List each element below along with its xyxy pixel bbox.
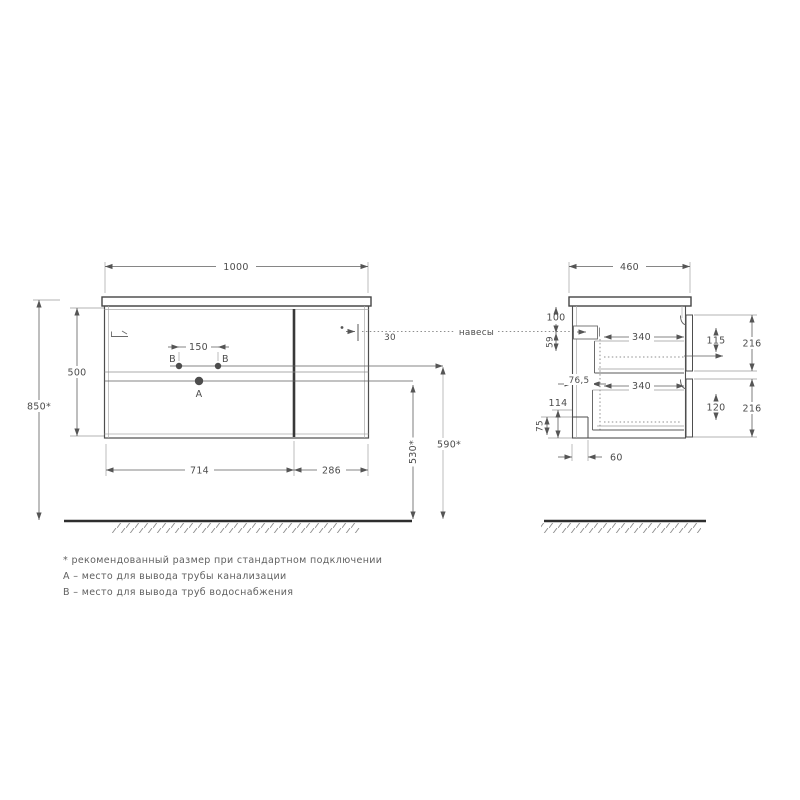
bottom-section-dimensions [106, 464, 368, 477]
hangers-callout-label: навесы [458, 328, 495, 338]
b-spacing-label: 150 [188, 342, 209, 353]
notch-height-label: 75 [535, 420, 546, 432]
b-spacing-dimension [168, 341, 229, 353]
side-view [536, 260, 766, 533]
lower-drawer-depth-label: 340 [631, 381, 652, 392]
left-section-label: 714 [189, 465, 210, 477]
lower-drawer [593, 390, 685, 430]
hanger-icon-right [341, 324, 358, 341]
floor-hatch [541, 523, 701, 533]
hanger-inset-dimension [384, 333, 396, 343]
floor-side [541, 521, 706, 533]
notch-depth-label: 60 [610, 452, 623, 464]
side-depth-dimension [569, 260, 690, 273]
point-a-label: A [195, 389, 203, 400]
front-height-label: 500 [67, 367, 87, 379]
supply-height-dimension [434, 367, 464, 519]
drain-line [105, 377, 414, 400]
point-a-marker [195, 377, 203, 385]
lower-front-height-label: 216 [742, 403, 762, 415]
footnotes [63, 553, 382, 601]
drain-height-label: 530* [408, 439, 419, 465]
front-view [24, 260, 464, 533]
footnote-point-b: В – место для вывода труб водоснабжения [63, 587, 294, 598]
point-b-label: B [222, 354, 229, 365]
hanger-drop-label: 59 [545, 336, 556, 348]
upper-front-height-label: 216 [742, 338, 762, 350]
footnote-point-a: А – место для вывода трубы канализации [63, 571, 287, 582]
footnote-recommended-size: * рекомендованный размер при стандартном подключении [63, 555, 383, 566]
right-section-label: 286 [321, 465, 342, 477]
back-clearance-label: 76,5 [568, 376, 590, 386]
point-b-marker [176, 363, 182, 369]
hanger-icon-left [111, 331, 128, 337]
hanger-inset-label: 30 [384, 333, 396, 343]
floor-hatch [112, 523, 360, 533]
mount-height-label: 850* [26, 401, 52, 413]
upper-drawer-depth-label: 340 [631, 332, 652, 343]
lower-front-gap-label: 120 [706, 402, 726, 414]
floor-front [64, 521, 412, 533]
supply-height-label: 590* [437, 439, 462, 451]
side-right-dimensions [706, 315, 765, 437]
plinth-notch [572, 417, 588, 438]
front-width-label: 1000 [223, 262, 249, 273]
bottom-offset-label: 114 [548, 398, 568, 409]
point-b-label: B [169, 354, 176, 365]
hanger-top-offset-label: 100 [546, 312, 566, 324]
side-hanger-bracket [574, 326, 600, 339]
supply-line [169, 354, 443, 369]
upper-front-gap-label: 115 [706, 335, 726, 347]
front-countertop [102, 297, 371, 306]
front-width-dimension [105, 260, 368, 273]
mount-height-dimension [24, 300, 55, 520]
side-countertop [569, 297, 691, 306]
point-b-marker [215, 363, 221, 369]
front-height-dimension [64, 308, 90, 436]
drawer-fronts [686, 315, 693, 437]
side-depth-label: 460 [619, 262, 640, 273]
drain-height-dimension [407, 385, 420, 519]
